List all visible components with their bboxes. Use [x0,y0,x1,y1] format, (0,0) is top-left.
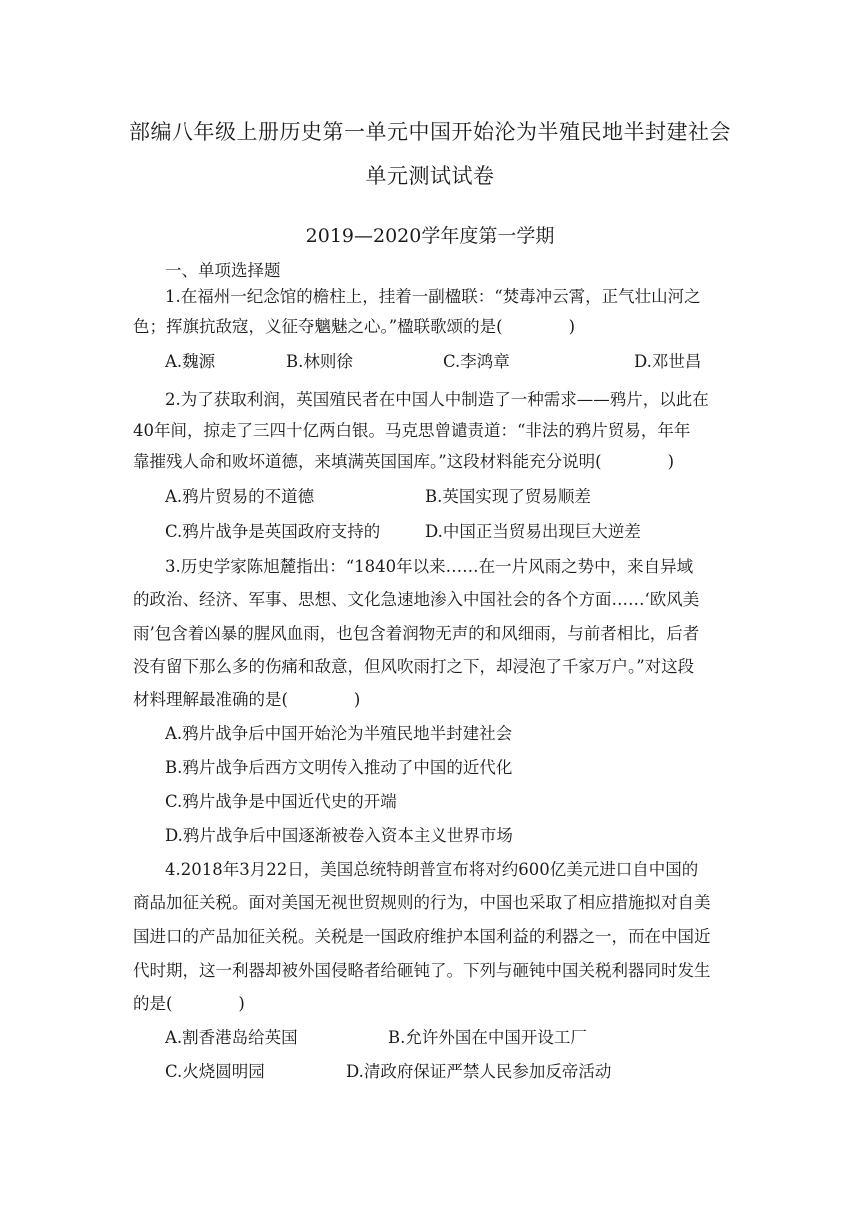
q2-option-c: C.鸦片战争是英国政府支持的 [165,522,381,541]
q4-line4: 代时期，这一利器却被外国侵略者给砸钝了。下列与砸钝中国关税利器同时发生 [133,961,711,980]
q4-option-a: A.割香港岛给英国 [165,1028,298,1047]
q4-option-b: B.允许外国在中国开设工厂 [388,1028,587,1047]
q2-option-d: D.中国正当贸易出现巨大逆差 [425,522,641,541]
q4-line5: 的是( ) [133,994,245,1013]
q3-option-a: A.鸦片战争后中国开始沦为半殖民地半封建社会 [165,724,513,743]
q3-line3: 雨’包含着凶暴的腥风血雨，也包含着润物无声的和风细雨，与前者相比，后者 [133,624,700,643]
q4-option-d: D.清政府保证严禁人民参加反帝活动 [346,1062,612,1081]
q1-line2: 色；挥旗抗敌寇，义征夺魑魅之心。”楹联歌颂的是( ) [133,317,576,336]
q1-option-d: D.邓世昌 [634,352,702,371]
q4-line3: 国进口的产品加征关税。关税是一国政府维护本国利益的利器之一，而在中国近 [133,927,711,946]
q3-line1: 3.历史学家陈旭麓指出：“1840年以来……在一片风雨之势中，来自异域 [165,557,694,576]
q1-option-a: A.魏源 [165,352,216,371]
q3-line4: 没有留下那么多的伤痛和敌意，但风吹雨打之下，却浸泡了千家万户。”对这段 [133,657,695,676]
document-title-line1: 部编八年级上册历史第一单元中国开始沦为半殖民地半封建社会 [129,120,731,144]
q2-line1: 2.为了获取利润，英国殖民者在中国人中制造了一种需求——鸦片，以此在 [165,390,709,409]
q3-line2: 的政治、经济、军事、思想、文化急速地渗入中国社会的各个方面……‘欧风美 [133,590,700,609]
q2-option-b: B.英国实现了贸易顺差 [425,487,591,506]
q1-line1: 1.在福州一纪念馆的檐柱上，挂着一副楹联：“焚毒冲云霄，正气壮山河之 [165,287,701,306]
q4-line2: 商品加征关税。面对美国无视世贸规则的行为，中国也采取了相应措施拟对自美 [133,893,711,912]
document-title-line2: 单元测试试卷 [365,164,495,188]
q1-option-b: B.林则徐 [286,352,353,371]
q4-option-c: C.火烧圆明园 [165,1062,265,1081]
q2-line3: 靠摧残人命和败坏道德，来填满英国国库。”这段材料能充分说明( ) [133,452,675,471]
q3-option-d: D.鸦片战争后中国逐渐被卷入资本主义世界市场 [165,826,513,845]
q2-option-a: A.鸦片贸易的不道德 [165,487,315,506]
q4-line1: 4.2018年3月22日，美国总统特朗普宣布将对约600亿美元进口自中国的 [165,860,699,879]
school-year: 2019—2020学年度第一学期 [305,225,555,247]
q3-option-c: C.鸦片战争是中国近代史的开端 [165,792,397,811]
q2-line2: 40年间，掠走了三四十亿两白银。马克思曾谴责道：“非法的鸦片贸易，年年 [133,421,691,440]
q3-option-b: B.鸦片战争后西方文明传入推动了中国的近代化 [165,758,513,777]
q3-line5: 材料理解最准确的是( ) [133,690,361,709]
q1-option-c: C.李鸿章 [443,352,510,371]
section-heading: 一、单项选择题 [165,261,281,280]
